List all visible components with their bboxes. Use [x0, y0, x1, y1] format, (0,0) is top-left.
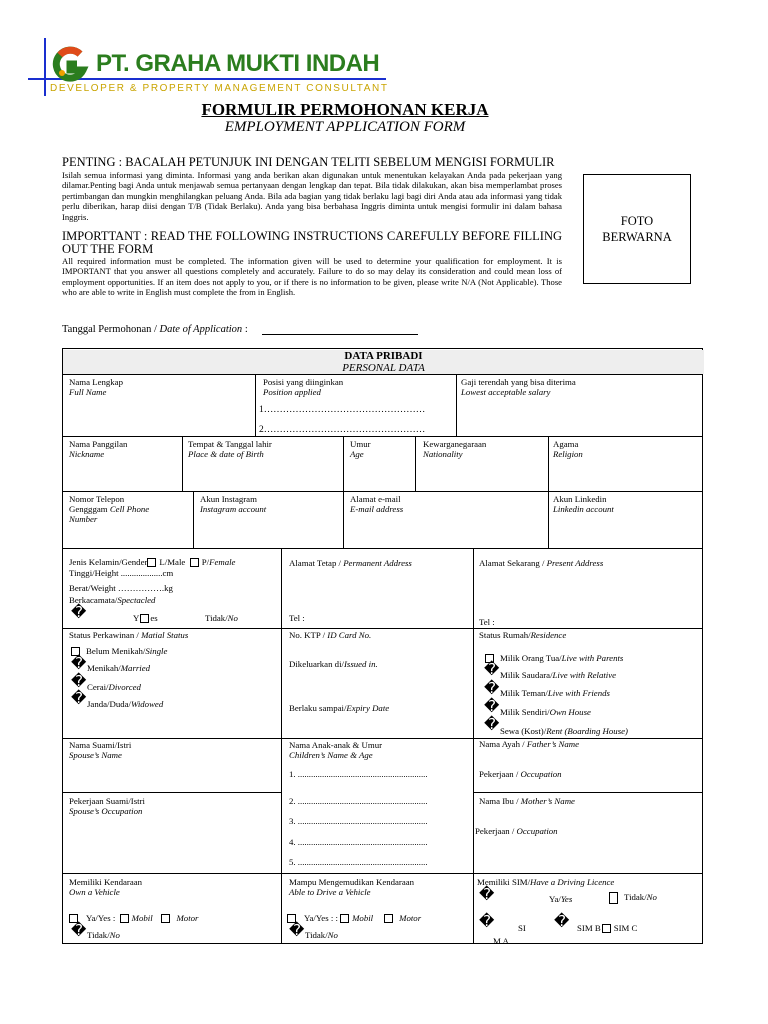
company-logo-icon [50, 46, 90, 82]
marital-label: Status Perkawinan / Matial Status [69, 630, 189, 640]
photo-box[interactable] [583, 174, 691, 284]
instruction-body-id: Isilah semua informasi yang diminta. Informasi yang anda berikan akan digunakan untuk menentukan kelayakan Anda pada pekerjaan yang dilamar.Penting bagi Anda untuk menjawab semua pertanyaan dengan lengkap dan tepat. Bila tidak dilakukan, akan bisa memperlambat proses pertimbangan dan mungkin menghilangkan peluang Anda. Bila ada bagian yang tidak berlaku lagi bagi diri Anda atau ada informasi yang tidak perlu diberikan, harap diisi dengan T/B (Tidak Berlaku). Anda yang bisa berbahasa Inggris diminta untuk mengisi formulir ini dalam bahasa Inggris. [62, 170, 562, 222]
license-simb-symbol[interactable]: � [554, 914, 570, 930]
instruction-heading-id: PENTING : BACALAH PETUNJUK INI DENGAN TELITI SEBELUM MENGISI FORMULIR [62, 155, 555, 169]
license-label: Memiliki SIM/Have a Driving Licence [477, 877, 615, 887]
mother-occupation-field[interactable]: Pekerjaan / Occupation [475, 826, 558, 836]
vehicle-yes-option[interactable]: Ya/Yes : Mobil Motor [69, 913, 198, 923]
drive-no-option[interactable]: Tidak/No [305, 930, 338, 940]
drive-yes-option[interactable]: Ya/Yes : : Mobil Motor [287, 913, 421, 923]
glasses-no-option[interactable]: Tidak/No [205, 613, 238, 623]
present-address-field[interactable]: Alamat Sekarang / Present Address [479, 558, 604, 568]
permanent-tel-field[interactable]: Tel : [289, 613, 305, 623]
phone-field[interactable]: Nomor Telepon Gengggam Cell Phone Number [69, 494, 150, 524]
instagram-field[interactable]: Akun Instagram Instagram account [200, 494, 267, 514]
age-field[interactable]: Umur Age [350, 439, 371, 459]
photo-box-line2: BERWARNA [602, 230, 672, 244]
position-field[interactable]: Posisi yang diinginkan Position applied [263, 377, 344, 397]
birth-field[interactable]: Tempat & Tanggal lahir Place & date of Birth [188, 439, 272, 459]
mother-name-field[interactable]: Nama Ibu / Mother’s Name [479, 796, 575, 806]
vehicle-no-symbol[interactable]: � [71, 923, 87, 939]
position-line-1[interactable]: 1…………………………………………… [259, 405, 426, 415]
salary-field[interactable]: Gaji terendah yang bisa diterima Lowest acceptable salary [461, 377, 576, 397]
marital-single-option[interactable]: Belum Menikah/Single [71, 646, 167, 656]
marital-widowed-symbol[interactable]: � [71, 691, 87, 707]
spouse-name-field[interactable]: Nama Suami/Istri Spouse’s Name [69, 740, 132, 760]
drive-no-symbol[interactable]: � [289, 923, 305, 939]
residence-parents-option[interactable]: Milik Orang Tua/Live with Parents [485, 653, 623, 663]
gender-field: Jenis Kelamin/Gender L/Male P/Female [69, 557, 236, 567]
ktp-expiry-field[interactable]: Berlaku sampai/Expiry Date [289, 703, 390, 713]
marital-widowed-option[interactable]: Janda/Duda/Widowed [87, 699, 164, 709]
residence-own-option[interactable]: Milik Sendiri/Own House [500, 707, 591, 717]
permanent-address-field[interactable]: Alamat Tetap / Permanent Address [289, 558, 412, 568]
marital-divorced-option[interactable]: Cerai/Divorced [87, 682, 141, 692]
weight-field[interactable]: Berat/Weight …………….kg [69, 583, 173, 593]
section-subtitle: PERSONAL DATA [342, 362, 425, 374]
ktp-issued-field[interactable]: Dikeluarkan di/Issued in. [289, 659, 378, 669]
child-line-3[interactable]: 3. ........................................................... [289, 816, 428, 826]
ktp-field[interactable]: No. KTP / ID Card No. [289, 630, 372, 640]
marital-divorced-symbol[interactable]: � [71, 674, 87, 690]
residence-friends-symbol[interactable]: � [484, 681, 500, 697]
glasses-yes-option[interactable]: Y es [133, 613, 158, 623]
license-si-option[interactable]: SI [518, 923, 526, 933]
height-field[interactable]: Tinggi/Height ...................cm [69, 568, 174, 578]
residence-relative-option[interactable]: Milik Saudara/Live with Relative [500, 670, 617, 680]
license-simb-option[interactable]: SIM B SIM C [577, 923, 638, 933]
form-subtitle: EMPLOYMENT APPLICATION FORM [224, 119, 466, 135]
residence-label: Status Rumah/Residence [479, 630, 567, 640]
full-name-field[interactable]: Nama Lengkap Full Name [69, 377, 123, 397]
residence-relative-symbol[interactable]: � [484, 662, 500, 678]
child-line-2[interactable]: 2. ........................................................... [289, 796, 428, 806]
drive-label: Mampu Mengemudikan Kendaraan Able to Drive a Vehicle [289, 877, 415, 897]
child-line-1[interactable]: 1. ........................................................... [289, 769, 428, 779]
position-line-2[interactable]: 2…………………………………………… [259, 425, 426, 435]
residence-rent-symbol[interactable]: � [484, 717, 500, 733]
section-title: DATA PRIBADI [344, 350, 423, 362]
nationality-field[interactable]: Kewarganegaraan Nationality [423, 439, 487, 459]
father-occupation-field[interactable]: Pekerjaan / Occupation [479, 769, 562, 779]
nickname-field[interactable]: Nama Panggilan Nickname [69, 439, 128, 459]
license-no-option[interactable]: Tidak/No [609, 892, 657, 904]
glasses-label: Berkacamata/Spectacled [69, 595, 156, 605]
license-yes-option[interactable]: Ya/Yes [549, 894, 573, 904]
logo-vertical-rule [44, 38, 46, 96]
linkedin-field[interactable]: Akun Linkedin Linkedin account [553, 494, 614, 514]
residence-own-symbol[interactable]: � [484, 699, 500, 715]
personal-data-table [62, 348, 703, 944]
form-title: FORMULIR PERMOHONAN KERJA [201, 100, 489, 119]
glasses-yes-checkbox[interactable] [140, 614, 149, 623]
license-si-symbol[interactable]: � [479, 914, 495, 930]
vehicle-label: Memiliki Kendaraan Own a Vehicle [69, 877, 143, 897]
gender-male-checkbox[interactable] [147, 558, 156, 567]
application-date-label: Tanggal Permohonan / Date of Application : [62, 324, 248, 335]
license-yes-symbol[interactable]: � [479, 887, 495, 903]
child-line-4[interactable]: 4. ........................................................... [289, 837, 428, 847]
application-date-field[interactable] [262, 334, 418, 335]
present-tel-field[interactable]: Tel : [479, 617, 495, 627]
child-line-5[interactable]: 5. ........................................................... [289, 857, 428, 867]
license-ma-option[interactable]: M A [493, 936, 509, 946]
father-name-field[interactable]: Nama Ayah / Father’s Name [479, 739, 580, 749]
section-header [63, 350, 704, 374]
glasses-yes-symbol[interactable]: � [71, 605, 87, 621]
photo-box-line1: FOTO [620, 214, 654, 228]
instruction-heading-en: IMPORTTANT : READ THE FOLLOWING INSTRUCTIONS CAREFULLY BEFORE FILLING OUT THE FORM [62, 229, 562, 256]
gender-female-checkbox[interactable] [190, 558, 199, 567]
company-tagline: DEVELOPER & PROPERTY MANAGEMENT CONSULTANT [50, 83, 389, 94]
instruction-body-en: All required information must be completed. The information given will be used to determine your qualification for employment. It is IMPORTANT that you answer all questions completely and accurately. Failure to do so may delay its consideration and could mean loss of employment opportunities. If an item does not apply to you, or if there is no information to be given, please write N/A (Not Applicable). Those who are able to write in English must complete the from in English. [62, 256, 562, 298]
residence-friends-option[interactable]: Milik Teman/Live with Friends [500, 688, 610, 698]
children-label: Nama Anak-anak & Umur Children’s Name & Age [289, 740, 383, 760]
vehicle-no-option[interactable]: Tidak/No [87, 930, 120, 940]
residence-rent-option[interactable]: Sewa (Kost)/Rent (Boarding House) [500, 726, 628, 736]
company-name: PT. GRAHA MUKTI INDAH [96, 50, 380, 77]
spouse-occupation-field[interactable]: Pekerjaan Suami/Istri Spouse’s Occupation [69, 796, 145, 816]
marital-married-symbol[interactable]: � [71, 656, 87, 672]
email-field[interactable]: Alamat e-mail E-mail address [350, 494, 404, 514]
religion-field[interactable]: Agama Religion [553, 439, 583, 459]
marital-married-option[interactable]: Menikah/Married [87, 663, 151, 673]
